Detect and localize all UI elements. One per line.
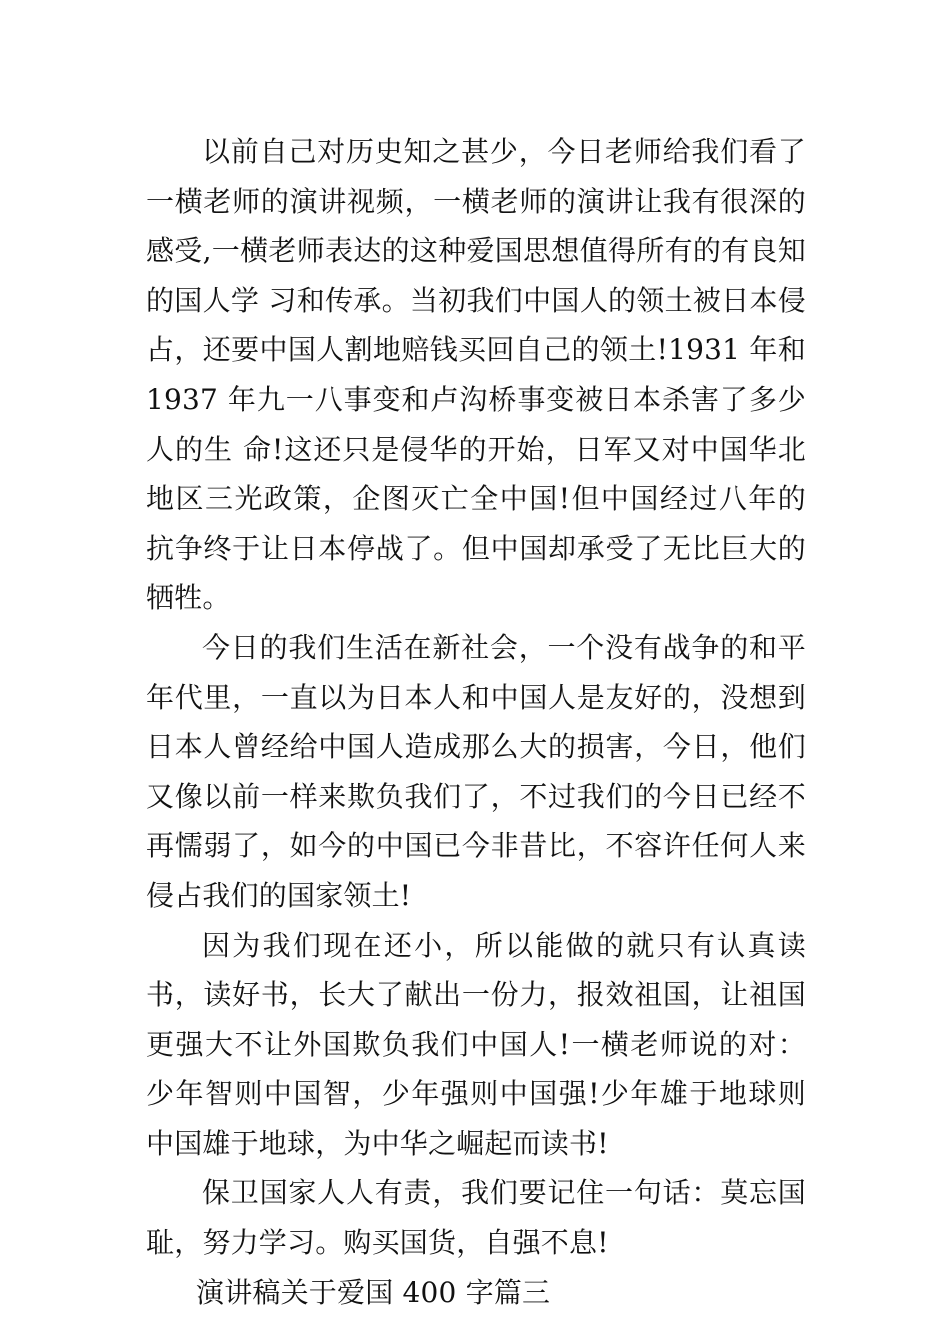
section-heading: 演讲稿关于爱国 400 字篇三 [196, 1275, 551, 1309]
paragraph-2: 今日的我们生活在新社会，一个没有战争的和平年代里，一直以为日本人和中国人是友好的，没想到日本人曾经给中国人造成那么大的损害，今日，他们又像以前一样来欺负我们了，不过我们的今日已经不再懦弱了，如今的中国已今非昔比，不容许任何人来侵占我们的国家领土! [146, 630, 806, 912]
paragraph-4: 保卫国家人人有责，我们要记住一句话：莫忘国耻，努力学习。购买国货，自强不息! [146, 1176, 806, 1260]
paragraph-1: 以前自己对历史知之甚少，今日老师给我们看了一横老师的演讲视频，一横老师的演讲让我有很深的感受,一横老师表达的这种爱国思想值得所有的有良知的国人学 习和传承。当初我们中国人的领土被日本侵占，还要中国人割地赔钱买回自己的领土!1931 年和 1937 年九一八事变和卢沟桥事变被日本杀害了多少人的生 命!这还只是侵华的开始，日军又对中国华北地区三光政策，企图灭亡全中国!但中国经过八年的抗争终于让日本停战了。但中国却承受了无比巨大的牺牲。 [146, 135, 806, 615]
document-body [146, 127, 806, 1317]
paragraph-3: 因为我们现在还小，所以能做的就只有认真读书，读好书，长大了献出一份力，报效祖国，让祖国更强大不让外国欺负我们中国人!一横老师说的对：少年智则中国智，少年强则中国强!少年雄于地球则中国雄于地球，为中华之崛起而读书! [146, 928, 806, 1160]
